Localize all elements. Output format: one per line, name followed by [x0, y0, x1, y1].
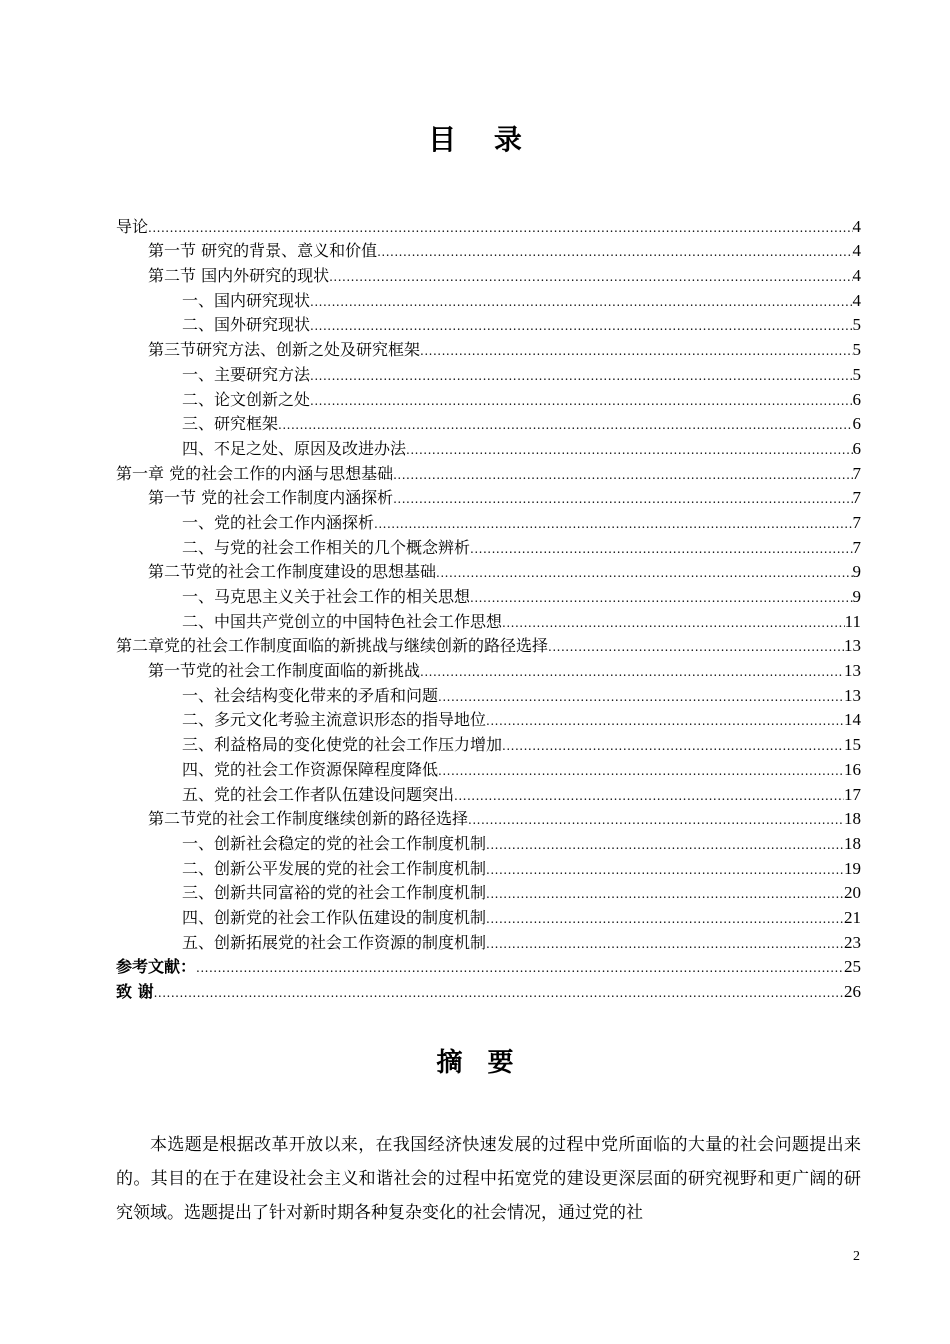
toc-entry[interactable] — [116, 756, 861, 781]
toc-entry-title: 三、利益格局的变化使党的社会工作压力增加 — [182, 735, 503, 755]
toc-entry-page: 4 — [852, 290, 861, 310]
toc-entry-title: 第一章 党的社会工作的内涵与思想基础 — [116, 463, 394, 483]
toc-entry-title: 一、社会结构变化带来的矛盾和问题 — [182, 685, 439, 705]
toc-dot-leader — [310, 316, 852, 336]
toc-dot-leader — [436, 563, 852, 583]
toc-entry-page: 7 — [852, 537, 861, 557]
toc-dot-leader — [310, 366, 852, 386]
toc-entry[interactable] — [116, 880, 861, 905]
toc-entry-title: 第一节党的社会工作制度面临的新挑战 — [148, 661, 421, 681]
toc-entry[interactable] — [116, 608, 861, 633]
toc-entry-page: 19 — [844, 858, 861, 878]
toc-dot-leader — [486, 835, 844, 855]
toc-entry[interactable] — [116, 312, 861, 337]
toc-entry-title: 第二章党的社会工作制度面临的新挑战与继续创新的路径选择 — [116, 636, 549, 656]
toc-dot-leader — [406, 440, 852, 460]
toc-entry-title: 二、论文创新之处 — [182, 389, 311, 409]
toc-entry-page: 23 — [844, 932, 861, 952]
toc-entry[interactable] — [116, 978, 861, 1003]
toc-entry-title: 二、中国共产党创立的中国特色社会工作思想 — [182, 611, 503, 631]
toc-entry-page: 18 — [844, 833, 861, 853]
toc-dot-leader — [486, 884, 844, 904]
toc-entry-page: 25 — [844, 957, 861, 977]
toc-entry-page: 13 — [844, 636, 861, 656]
toc-dot-leader — [310, 391, 852, 411]
toc-dot-leader — [393, 489, 852, 509]
toc-entry-page: 13 — [844, 661, 861, 681]
toc-dot-leader — [374, 514, 852, 534]
toc-entry-page: 5 — [852, 315, 861, 335]
toc-entry-page: 20 — [844, 883, 861, 903]
toc-entry-title: 二、创新公平发展的党的社会工作制度机制 — [182, 858, 487, 878]
toc-entry[interactable] — [116, 707, 861, 732]
toc-entry-page: 9 — [852, 562, 861, 582]
toc-entry[interactable] — [116, 682, 861, 707]
toc-entry-page: 13 — [844, 685, 861, 705]
toc-entry[interactable] — [116, 435, 861, 460]
toc-entry-page: 5 — [852, 340, 861, 360]
toc-entry-title: 一、党的社会工作内涵探析 — [182, 512, 375, 532]
toc-dot-leader — [486, 909, 844, 929]
toc-dot-leader — [278, 415, 852, 435]
toc-entry-page: 21 — [844, 907, 861, 927]
toc-entry[interactable] — [116, 954, 861, 979]
toc-entry[interactable] — [116, 633, 861, 658]
toc-entry[interactable] — [116, 731, 861, 756]
toc-dot-leader — [420, 662, 844, 682]
toc-entry-page: 9 — [852, 587, 861, 606]
toc-entry-title: 第二节党的社会工作制度继续创新的路径选择 — [148, 809, 469, 829]
abstract-title: 摘 要 — [436, 1048, 522, 1078]
toc-entry-page: 14 — [844, 710, 861, 730]
toc-dot-leader — [486, 711, 844, 731]
toc-entry-title: 二、国外研究现状 — [182, 315, 311, 335]
toc-entry-page: 5 — [852, 364, 861, 384]
toc-entry-title: 二、与党的社会工作相关的几个概念辨析 — [182, 537, 471, 557]
toc-entry[interactable] — [116, 238, 861, 263]
toc-entry-page: 6 — [852, 438, 861, 458]
toc-dot-leader — [329, 267, 852, 287]
toc-dot-leader — [393, 465, 852, 485]
toc-dot-leader — [148, 218, 852, 238]
toc-entry[interactable] — [116, 559, 861, 584]
toc-entry-title: 第二节 国内外研究的现状 — [148, 266, 330, 286]
toc-entry[interactable] — [116, 904, 861, 929]
toc-entry-title: 第一节 党的社会工作制度内涵探析 — [148, 488, 394, 508]
toc-entry-page: 17 — [844, 784, 861, 804]
toc-entry[interactable] — [116, 534, 861, 559]
toc-entry-page: 18 — [844, 809, 861, 829]
toc-entry[interactable] — [116, 287, 861, 312]
toc-entry-page: 16 — [844, 759, 861, 779]
toc-entry-title: 四、党的社会工作资源保障程度降低 — [182, 759, 439, 779]
toc-entry-title: 一、马克思主义关于社会工作的相关思想 — [182, 587, 471, 606]
toc-entry-page: 15 — [844, 735, 861, 755]
toc-entry-title: 致 谢 — [116, 982, 154, 1001]
toc-dot-leader — [454, 786, 844, 806]
toc-dot-leader — [486, 934, 844, 954]
toc-entry[interactable] — [116, 460, 861, 485]
toc-entry-page: 7 — [852, 512, 861, 532]
toc-entry[interactable] — [116, 336, 861, 361]
abstract-body: 本选题是根据改革开放以来，在我国经济快速发展的过程中党所面临的大量的社会问题提出来的。其目的在于在建设社会主义和谐社会的过程中拓宽党的建设更深层面的研究视野和更广阔的研究领域。选题提出了针对新时期各种复杂变化的社会情况，通过党的社 — [116, 1135, 861, 1223]
toc-entry[interactable] — [116, 855, 861, 880]
toc-entry-page: 6 — [852, 414, 861, 434]
toc-entry-page: 6 — [852, 389, 861, 409]
toc-entry-title: 第二节党的社会工作制度建设的思想基础 — [148, 562, 437, 582]
toc-entry-title: 二、多元文化考验主流意识形态的指导地位 — [182, 710, 487, 730]
toc-entry-title: 三、创新共同富裕的党的社会工作制度机制 — [182, 883, 487, 903]
toc-entry[interactable] — [116, 213, 861, 238]
table-of-contents — [116, 213, 861, 1003]
toc-entry-page: 4 — [852, 266, 861, 286]
toc-entry-title: 参考文献： — [116, 957, 197, 977]
toc-entry[interactable] — [116, 583, 861, 608]
toc-entry-title: 导论 — [116, 216, 149, 236]
toc-entry[interactable] — [116, 830, 861, 855]
toc-dot-leader — [196, 958, 844, 978]
toc-entry-title: 四、不足之处、原因及改进办法 — [182, 438, 407, 458]
toc-dot-leader — [470, 539, 852, 559]
toc-entry[interactable] — [116, 509, 861, 534]
toc-entry-title: 一、创新社会稳定的党的社会工作制度机制 — [182, 833, 487, 853]
toc-entry-page: 7 — [852, 488, 861, 508]
toc-entry[interactable] — [116, 781, 861, 806]
toc-entry[interactable] — [116, 361, 861, 386]
toc-entry[interactable] — [116, 411, 861, 436]
toc-entry-page: 26 — [844, 982, 861, 1001]
toc-entry-title: 五、创新拓展党的社会工作资源的制度机制 — [182, 932, 487, 952]
toc-dot-leader — [438, 761, 844, 781]
toc-dot-leader — [468, 810, 844, 830]
toc-entry-title: 四、创新党的社会工作队伍建设的制度机制 — [182, 907, 487, 927]
toc-entry-title: 第三节研究方法、创新之处及研究框架 — [148, 340, 421, 360]
toc-entry[interactable] — [116, 657, 861, 682]
toc-dot-leader — [502, 736, 844, 756]
toc-dot-leader — [470, 588, 852, 608]
toc-entry-title: 一、主要研究方法 — [182, 364, 311, 384]
toc-entry-page: 11 — [844, 611, 861, 631]
toc-dot-leader — [377, 242, 852, 262]
toc-entry-title: 一、国内研究现状 — [182, 290, 311, 310]
toc-dot-leader — [486, 860, 844, 880]
toc-entry-page: 7 — [852, 463, 861, 483]
toc-dot-leader — [420, 341, 852, 361]
toc-dot-leader — [548, 637, 844, 657]
toc-entry-title: 三、研究框架 — [182, 414, 279, 434]
toc-dot-leader — [438, 687, 844, 707]
toc-dot-leader — [310, 292, 852, 312]
toc-dot-leader — [502, 613, 845, 633]
toc-title: 目 录 — [428, 123, 536, 156]
toc-entry-title: 五、党的社会工作者队伍建设问题突出 — [182, 784, 455, 804]
page-number: 2 — [853, 1249, 860, 1264]
toc-entry-page: 4 — [852, 216, 861, 236]
toc-entry[interactable] — [116, 929, 861, 954]
toc-entry[interactable] — [116, 262, 861, 287]
toc-dot-leader — [154, 983, 844, 1003]
toc-entry[interactable] — [116, 386, 861, 411]
toc-entry[interactable] — [116, 485, 861, 510]
toc-entry-title: 第一节 研究的背景、意义和价值 — [148, 241, 378, 261]
toc-entry[interactable] — [116, 806, 861, 831]
toc-entry-page: 4 — [852, 241, 861, 261]
